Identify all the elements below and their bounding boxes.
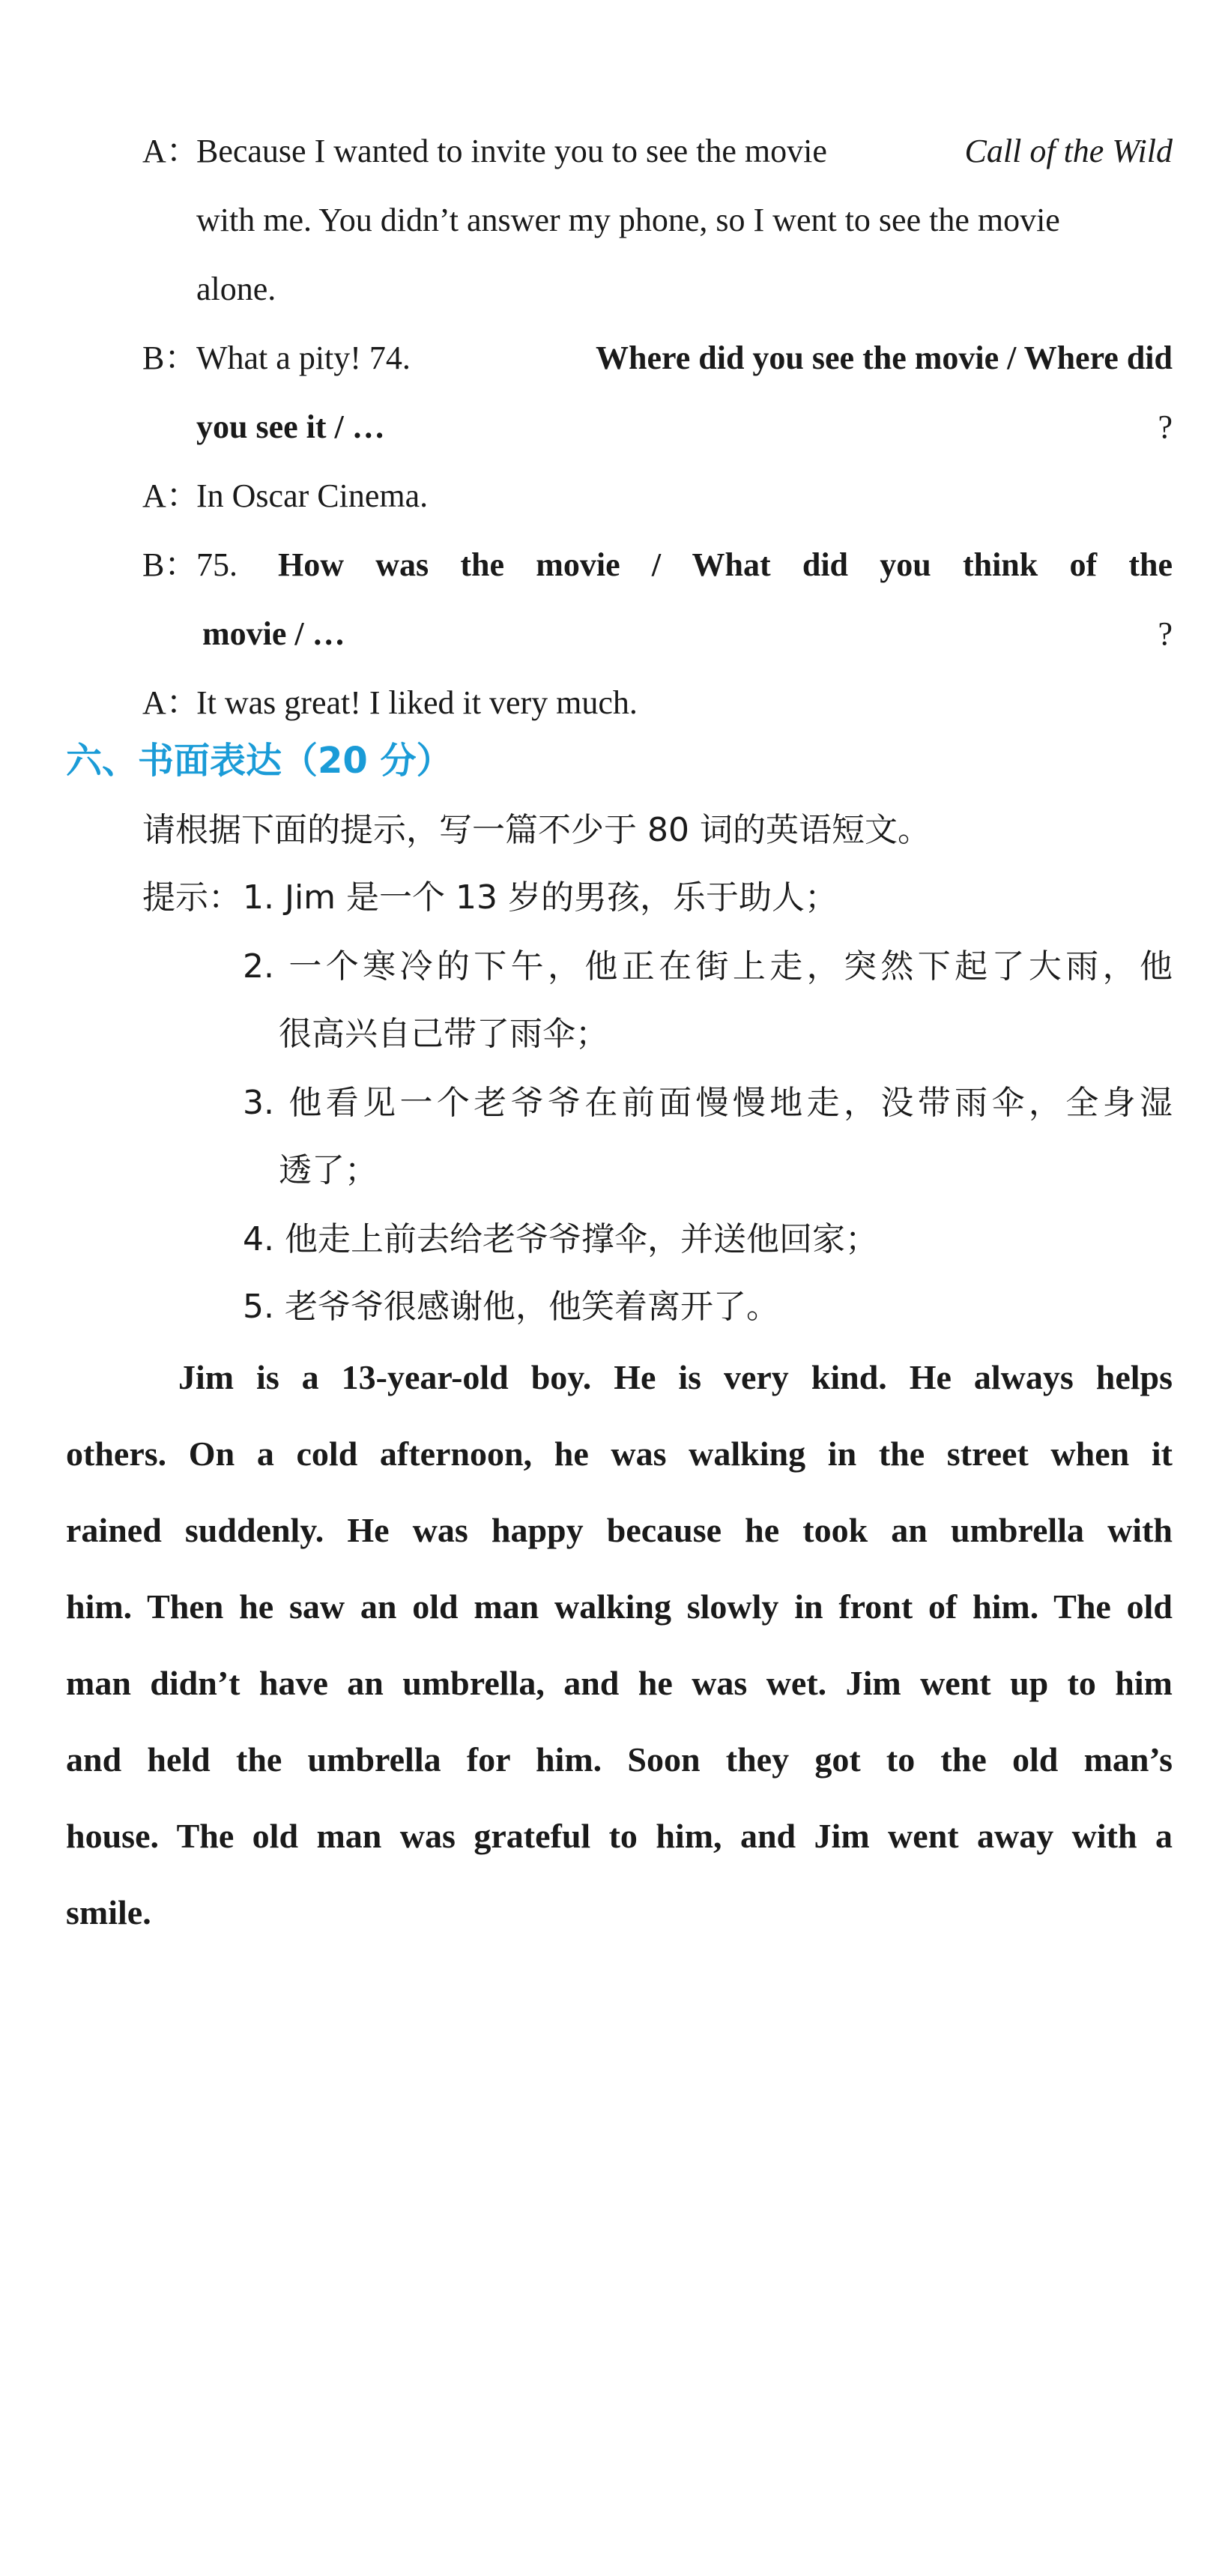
essay-line: others. On a cold afternoon, he was walking in the street when it (66, 1435, 1173, 1473)
dialogue-text: In Oscar Cinema. (196, 477, 429, 514)
hint-item: 3. 他看见一个老爷爷在前面慢慢地走，没带雨伞，全身湿 (243, 1084, 1173, 1122)
dialogue-text: It was great! I liked it very much. (196, 684, 638, 721)
question-mark: ? (1158, 615, 1173, 652)
essay-line: rained suddenly. He was happy because he took an umbrella with (66, 1511, 1173, 1549)
hint-item-continuation: 很高兴自己带了雨伞； (279, 1015, 608, 1053)
section-title: 六、书面表达（20 分） (66, 740, 453, 782)
movie-title: Call of the Wild (964, 133, 1173, 169)
essay-line: man didn’t have an umbrella, and he was wet. Jim went up to him (66, 1664, 1173, 1702)
dialogue-text: alone. (196, 271, 276, 307)
hint-item: 4. 他走上前去给老爷爷撑伞，并送他回家； (243, 1220, 878, 1258)
answer-text: movie / … (202, 615, 345, 652)
instruction-text: 请根据下面的提示，写一篇不少于 80 词的英语短文。 (142, 811, 931, 849)
hint-item: 2. 一个寒冷的下午，他正在街上走，突然下起了大雨，他 (243, 947, 1173, 986)
hint-item: 1. Jim 是一个 13 岁的男孩，乐于助人； (243, 878, 838, 917)
answer-text: you see it / … (196, 408, 385, 445)
speaker-label: B： (142, 340, 198, 376)
answer-text: How was the movie / What did you think of the (278, 546, 1173, 583)
dialogue-text: What a pity! 74. (196, 340, 411, 376)
dialogue-text: with me. You didn’t answer my phone, so I went to see the movie (196, 202, 1060, 238)
answer-text: Where did you see the movie / Where did (596, 340, 1173, 376)
speaker-label: A： (142, 684, 199, 721)
essay-line: and held the umbrella for him. Soon they got to the old man’s (66, 1740, 1173, 1779)
essay-answer (66, 1355, 1173, 1955)
essay-line: smile. (66, 1893, 151, 1931)
question-number: 75. (196, 546, 238, 583)
speaker-label: A： (142, 133, 199, 169)
essay-line: him. Then he saw an old man walking slowly in front of him. The old (66, 1587, 1173, 1626)
essay-line: house. The old man was grateful to him, and Jim went away with a (66, 1817, 1173, 1855)
dialogue-text: Because I wanted to invite you to see the movie (196, 133, 827, 169)
question-mark: ? (1158, 408, 1173, 445)
hint-item: 5. 老爷爷很感谢他，他笑着离开了。 (243, 1288, 779, 1326)
speaker-label: B： (142, 546, 198, 583)
speaker-label: A： (142, 477, 199, 514)
hint-label: 提示： (142, 878, 241, 917)
essay-line: Jim is a 13-year-old boy. He is very kind. He always helps (178, 1358, 1173, 1396)
hint-item-continuation: 透了； (279, 1151, 378, 1189)
